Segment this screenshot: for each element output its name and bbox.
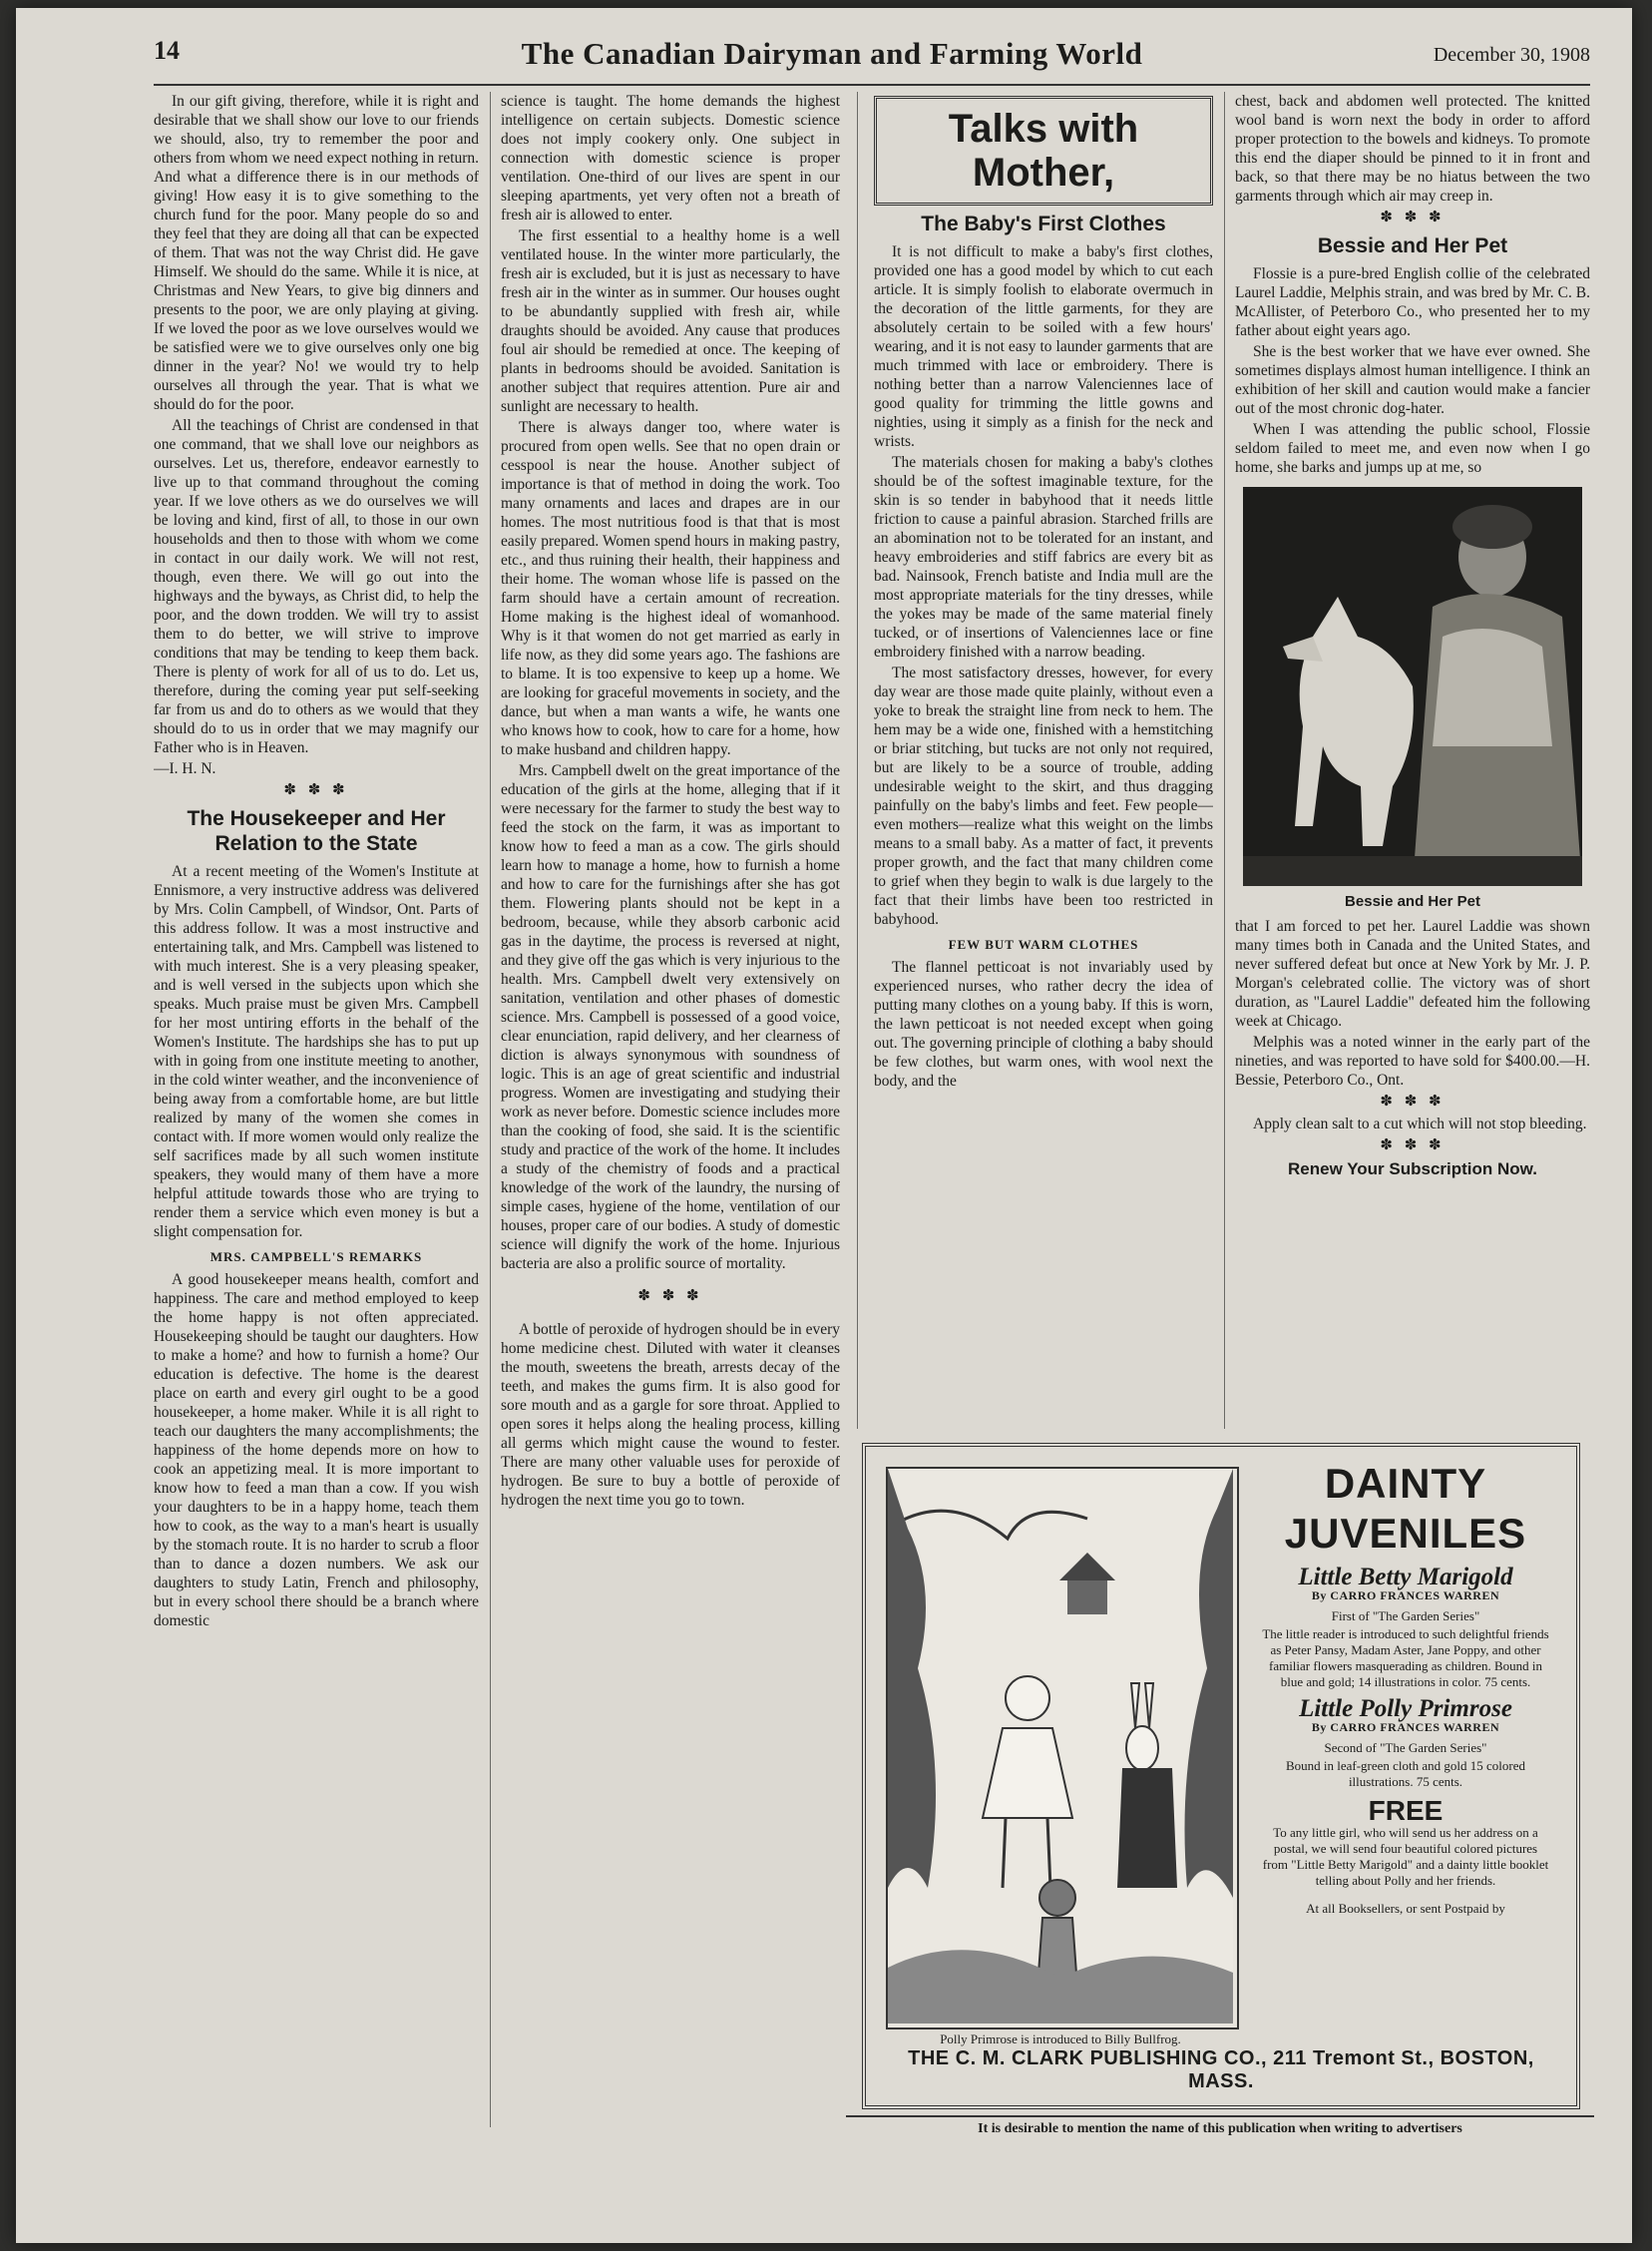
article-paragraph: A bottle of peroxide of hydrogen should be in every home medicine chest. Diluted with water it cleanses the mouth, sweetens the breath, arrests decay of the teeth, and makes the gums firm. It is also good for sore mouth and as a gargle for sore throat. Applied to open sores it helps along the healing process, killing all germs which might cause the wound to fester. There are many other valuable uses for peroxide of hydrogen. Be sure to buy a bottle of peroxide of hydrogen the next time you go to town. <box>501 1321 840 1509</box>
column-divider <box>490 92 491 2127</box>
ad-brand: DAINTY JUVENILES <box>1284 1460 1527 1557</box>
column-divider <box>1224 92 1225 1429</box>
article-paragraph: chest, back and abdomen well protected. The knitted wool band is worn next the body in order to afford proper protection to the bowels and kidneys. To promote this end the diaper should be pinned to it in front and back, so that there may be no hiatus between the two garments through which air may creep in. <box>1235 93 1590 205</box>
ornament-divider: ✽ ✽ ✽ <box>1380 1137 1446 1153</box>
article-paragraph: The flannel petticoat is not invariably used by experienced nurses, who rather decry the idea of putting many clothes on a young baby. If this is worn, the lawn petticoat is not needed except when going out. The governing principle of clothing a baby should be few clothes, but warm ones, with wool next the body, and the <box>874 959 1213 1090</box>
book-title: Little Betty Marigold <box>1298 1564 1513 1590</box>
photo-girl-with-collie <box>1243 487 1582 886</box>
article-headline: The Housekeeper and Her Relation to the State <box>187 807 446 855</box>
free-offer-text: To any little girl, who will send us her address on a postal, we will send four beautiful colored pictures from "Little Betty Marigold" and a dainty little booklet telling about Polly and her friends. <box>1262 1825 1549 1888</box>
book-description: The little reader is introduced to such delightful friends as Peter Pansy, Madam Aster, Jane Poppy, and other familiar flowers masquerading as children. Bound in blue and gold; 14 illustrations in color. 75 cents. <box>1262 1626 1549 1689</box>
photo-illustration <box>1243 487 1582 886</box>
article-paragraph: that I am forced to pet her. Laurel Laddie was shown many times both in Canada and the United States, and never suffered defeat but once at New York by Mr. J. P. Morgan's celebrated collie. The victory was of short duration, as "Laurel Laddie" defeated him the following week at Chicago. <box>1235 918 1590 1030</box>
article-paragraph: Apply clean salt to a cut which will not stop bleeding. <box>1253 1116 1587 1132</box>
article-paragraph: Flossie is a pure-bred English collie of the celebrated Laurel Laddie, Melphis strain, and was bred by Mr. C. B. McAllister, of Peterboro Co., who presented her to my father about eight years ago. <box>1235 265 1590 339</box>
article-headline: Bessie and Her Pet <box>1317 234 1508 257</box>
article-paragraph: It is not difficult to make a baby's first clothes, provided one has a good model by which to cut each article. It is simply foolish to elaborate overmuch in the decoration of the little garments, for they are absolutely certain to be soiled with a few hours' wearing, and it is not easy to launder garments that are much trimmed with lace or embroidery. There is nothing better than a narrow Valenciennes lace of good quality for trimming the little gowns and nighties, using it simply as a finish for the neck and wrists. <box>874 243 1213 450</box>
column-1 <box>154 92 479 2127</box>
article-paragraph: In our gift giving, therefore, while it is right and desirable that we shall show our love to our friends we should, also, try to remember the poor and others from whom we need expect nothing in return. And what a difference there is in our methods of giving! How easy it is to give something to the church fund for the poor. Many people do so and they feel that they are doing all that can be expected of them. That was not the way Christ did. He gave Himself. We should do the same. While it is nice, at Christmas and New Years, to give big dinners and presents to the poor, we are only playing at giving. If we loved the poor as we love ourselves would we be satisfied were we to give ourselves only one big dinner in the year? No! we would try to help ourselves all through the year. That is what we should do for the poor. <box>154 93 479 413</box>
column-3 <box>874 92 1213 1329</box>
article-paragraph: At a recent meeting of the Women's Institute at Ennismore, a very instructive address was delivered by Mrs. Colin Campbell, of Windsor, Ont. Parts of this address follow. It was a most instructive and entertaining talk, and Mrs. Campbell was listened to with much interest. She is a very pleasing speaker, and is well versed in the subjects upon which she speaks. Much praise must be given Mrs. Campbell for her most untiring efforts in the behalf of the Women's Institute. The hardships she has to put up with in going from one institute meeting to another, in the cold winter weather, and the inconvenience of being away from a comfortable home, are but little realized by many of the women she comes in contact with. If more women would only realize the self sacrifices made by all such women institute speakers, they would many of them have a more helpful attitude towards those who are trying to render them a service which even money is but a slight compensation for. <box>154 863 479 1240</box>
photo-caption: Bessie and Her Pet <box>1345 893 1480 910</box>
article-headline: The Baby's First Clothes <box>921 213 1166 235</box>
article-paragraph: She is the best worker that we have ever owned. She sometimes displays almost human intelligence. I think an exhibition of her skill and caution would make a fancier out of the most chronic dog-hater. <box>1235 343 1590 417</box>
ornament-divider: ✽ ✽ ✽ <box>1380 210 1446 225</box>
article-paragraph: A good housekeeper means health, comfort and happiness. The care and method employed to keep the home happy is not often appreciated. Housekeeping should be taught our daughters. How to make a home? and how to furnish a home? Our education is defective. The home is the dearest place on earth and every girl ought to be a good housekeeper, a home maker. While it is all right to teach our daughters the many accomplishments; the happiness of the home depends more on how to cook an appetizing meal. It is more important to know how to feed a man than a cow. If you wish your daughters to be in a happy home, teach them how to cook, as the way to a man's heart is usually by the stomach route. It is no harder to scrub a floor than to dance a dozen numbers. We ask our daughters to study Latin, French and philosophy, but in every school there should be a branch where domestic <box>154 1271 479 1629</box>
book-author: By CARRO FRANCES WARREN <box>1311 1720 1500 1734</box>
book-advertisement <box>862 1443 1580 2109</box>
book-description: Bound in leaf-green cloth and gold 15 colored illustrations. 75 cents. <box>1285 1758 1526 1789</box>
article-subhead: MRS. CAMPBELL'S REMARKS <box>209 1249 423 1264</box>
page-header <box>154 28 1590 86</box>
issue-date: December 30, 1908 <box>1433 44 1590 66</box>
ad-illustration-caption: Polly Primrose is introduced to Billy Bullfrog. <box>940 2031 1181 2046</box>
article-subhead: FEW BUT WARM CLOTHES <box>948 937 1139 952</box>
column-4 <box>1235 92 1590 1429</box>
section-title-box: Talks with Mother, <box>874 96 1213 206</box>
article-paragraph: science is taught. The home demands the highest intelligence on certain subjects. Domestic science does not imply cookery only. One subject in connection with domestic science is proper ventilation. One-third of our lives are spent in our sleeping apartments, yet very often not a breath of fresh air is allowed to enter. <box>501 93 840 224</box>
free-offer-heading: FREE <box>1368 1795 1444 1826</box>
article-paragraph: There is always danger too, where water is procured from open wells. See that no open drain or cesspool is near the house. Another subject of importance is that of method in doing the work. Too many ornaments and laces and drapes are in our homes. The most nutritious food is that that is most easily prepared. Women spend hours in making pastry, etc., and thus ruining their health, their happiness and their home. The woman whose life is passed on the farm should have a certain amount of recreation. Home making is the highest ideal of womanhood. Why is it that women do not get married as early in life now, as they did some years ago. The fashions are to blame. It is too expensive to keep up a home. We are looking for graceful movements in society, and the dance, but when a man wants a wife, he wants one who knows how to cook, how to care for a home, how to make husband and children happy. <box>501 419 840 758</box>
article-paragraph: The materials chosen for making a baby's clothes should be of the softest imaginable texture, for the skin is so tender in babyhood that it needs little friction to cause a painful abrasion. Starched frills are an abomination not to be tolerated for an instant, and heavy embroideries and stiff fabrics are every bit as bad. Nainsook, French batiste and India mull are the most appropriate materials for the tiny dresses, while the yokes may be made of the same material finely tucked, or of insertions of Valenciennes lace or fine embroidery finished with a narrow beading. <box>874 454 1213 661</box>
article-signature: —I. H. N. <box>154 760 216 777</box>
masthead: The Canadian Dairyman and Farming World <box>521 36 1143 71</box>
article-paragraph: The first essential to a healthy home is a well ventilated house. In the winter more particularly, the fresh air is excluded, but it is just as necessary to have fresh air in the winter as in summer. Our houses ought to be abundantly supplied with fresh air, while draughts should be avoided. Any cause that produces foul air should be remedied at once. The keeping of plants in bedrooms should be avoided. Sanitation is another subject that requires attention. Pure air and sunlight are necessary to health. <box>501 227 840 415</box>
ad-illustration <box>886 1467 1239 2029</box>
article-paragraph: All the teachings of Christ are condensed in that one command, that we shall love our neighbors as ourselves. Let us, therefore, endeavor earnestly to live up to that command throughout the coming year. If we love others as we do ourselves we will be loving and kind, first of all, to those in our own households and then to those with whom we come in contact in our daily work. We will not rest, though, even there. We will go out into the highways and the byways, as Christ did, to help the poor, and the down trodden. We will try to assist them to do better, we will strive to improve conditions that may be tending to keep them back. There is plenty of work for all of us to do. Let us, therefore, during the coming year put self-seeking far from us and do to others as we would that they should do to us in order that we may magnify our Father who is in Heaven. <box>154 417 479 756</box>
book-author: By CARRO FRANCES WARREN <box>1311 1588 1500 1602</box>
column-2 <box>501 92 840 2127</box>
book-series: First of "The Garden Series" <box>1331 1608 1480 1623</box>
advertiser-note: It is desirable to mention the name of this publication when writing to advertisers <box>846 2115 1594 2137</box>
page-number: 14 <box>154 36 180 65</box>
ad-copy <box>1251 1459 1560 1919</box>
article-paragraph: Mrs. Campbell dwelt on the great importance of the education of the girls at the home, alleging that if it were necessary for the farmer to study the best way to feed the stock on the farm, it was as important to know how to feed a man as a cow. The girls should learn how to manage a home, how to furnish a home and how to care for the furnishings after she has got them. Flowering plants should not be kept in a bedroom, because, while they absorb carbonic acid gas in the daytime, the process is reversed at night, and they give off the gas which is very injurious to the health. Mrs. Campbell dwelt very extensively on sanitation, ventilation and other phases of domestic science. Mrs. Campbell is possessed of a good voice, clear enunciation, rapid delivery, and her clearness of diction is always synonymous with soundness of logic. This is an age of great scientific and industrial progress. Women are investigating and studying their work as never before. Domestic science includes more than the cooking of food, she said. It is the scientific study and practice of the work of the home. It includes a study of the chemistry of foods and a practical knowledge of the work of the laundry, the nursing of simple cases, hygiene of the home, ventilation of our houses, proper care of our bodies. A study of domestic science will dignify the work of the home. Injurious bacteria are also a prolific source of mortality. <box>501 762 840 1272</box>
article-paragraph: Melphis was a noted winner in the early part of the nineties, and was reported to have sold for $400.00.—H. Bessie, Peterboro Co., Ont. <box>1235 1034 1590 1089</box>
book-title: Little Polly Primrose <box>1299 1695 1512 1722</box>
column-divider <box>857 92 858 1429</box>
article-paragraph: The most satisfactory dresses, however, for every day wear are those made quite plainly, without even a yoke to break the straight line from neck to hem. The hem may be a wide one, finished with a hemstitching or briar stitching, but tucks are not only not required, but are likely to be a source of trouble, adding undesirable weight to the skirt, and thus dragging painfully on the baby's limbs and feet. Few people—even mothers—realize what this weight on the limbs means to a small baby. As a matter of fact, it prevents proper growth, and the fact that many children come to grief when they begin to walk is due largely to the fact that their limbs have been too restricted in babyhood. <box>874 665 1213 928</box>
ornament-divider: ✽ ✽ ✽ <box>1380 1094 1446 1110</box>
ornament-divider: ✽ ✽ ✽ <box>637 1288 703 1304</box>
garden-illustration <box>888 1469 1233 2024</box>
article-paragraph: When I was attending the public school, Flossie seldom failed to meet me, and even now when I go home, she barks and jumps up at me, so <box>1235 421 1590 476</box>
ad-sellers: At all Booksellers, or sent Postpaid by <box>1306 1901 1505 1916</box>
ornament-divider: ✽ ✽ ✽ <box>283 782 349 798</box>
book-series: Second of "The Garden Series" <box>1324 1740 1487 1755</box>
renew-subscription-notice: Renew Your Subscription Now. <box>1288 1159 1537 1178</box>
newspaper-page <box>16 8 1632 2243</box>
publisher-address: THE C. M. CLARK PUBLISHING CO., 211 Tremont St., BOSTON, MASS. <box>908 2047 1534 2092</box>
